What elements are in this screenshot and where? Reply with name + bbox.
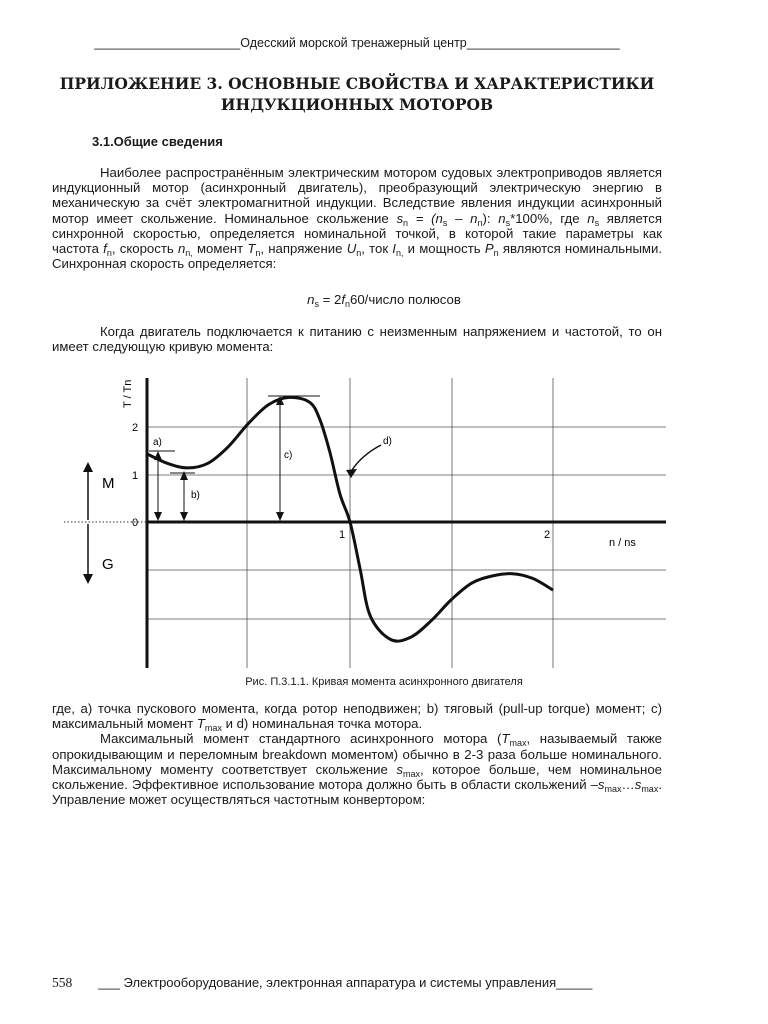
figure-caption: Рис. П.3.1.1. Кривая момента асинхронного двигателя: [245, 676, 523, 688]
title-line-2: ИНДУКЦИОННЫХ МОТОРОВ: [220, 95, 494, 114]
motor-arrowhead: [83, 462, 93, 472]
annot-a-label: a): [153, 437, 162, 448]
y-tick-1: 1: [132, 470, 139, 482]
section-heading: 3.1.Общие сведения: [92, 134, 223, 149]
annot-d-leader: [352, 445, 381, 470]
legend-paragraph: где, а) точка пускового момента, когда ротор неподвижен; b) тяговый (pull-up torque) момент; с) максимальный момент $T_{max}$ и d) номинальная точка мотора. Максимальный момент стандартного асинхронного мотора ($T_{max}$, называемый также опрокидывающим и переломным breakdown моментом) обычно в 2-3 раза больше номинального. Максимальному моменту соответствует скольжение $s_{max}$, которое больше, чем номинальное скольжение. Эффективное использование мотора должно быть в области скольжений $-s_{max}\dots s_{max}$. Управление может осуществляться частотным конвертором:: [52, 701, 662, 808]
torque-curve-chart: [0, 370, 768, 675]
appendix-title: [52, 73, 662, 115]
annot-c-label: c): [284, 450, 293, 461]
curve-intro-paragraph: Когда двигатель подключается к питанию с неизменным напряжением и частотой, то он имеет следующую кривую момента:: [52, 324, 662, 355]
x-tick-2: 2: [544, 529, 551, 541]
annot-b-label: b): [191, 490, 200, 501]
x-tick-1: 1: [339, 529, 346, 541]
label-G: G: [102, 556, 114, 573]
footer-title: ___ Электрооборудование, электронная аппаратура и системы управления_____: [98, 975, 593, 990]
intro-paragraph: Наиболее распространённым электрическим мотором судовых электроприводов является индукционный мотор (асинхронный двигатель), преобразующий электрическую энергию в механическую за счёт электромагнитной индукции. Вследствие явления индукции асинхронный мотор имеет скольжение. Номинальное скольжение $s_n = (n_s - n_n)$: $n_s*100\%$, где $n_s$ является синхронной скоростью, определяется номинальной точкой, в которой такие параметры как частота $f_n$, скорость $n_{n,}$ момент $T_n$, напряжение $U_n$, ток $I_{n,}$ и мощность $P_n$ являются номинальными. Синхронная скорость определяется:: [52, 165, 663, 272]
y-tick-0: 0: [132, 517, 139, 529]
generator-arrowhead: [83, 574, 93, 584]
label-M: M: [102, 475, 115, 492]
page-number: 558: [52, 975, 73, 990]
x-axis-label: n / ns: [609, 537, 636, 549]
page-footer: [52, 975, 662, 991]
y-axis-label: T / Tn: [122, 379, 134, 408]
page-header: _____________________Одесский морской тренажерный центр______________________: [94, 36, 620, 50]
annot-d-label: d): [383, 436, 392, 447]
sync-speed-formula: $n_s$ = $2f_n60$/число полюсов: [307, 292, 461, 309]
title-line-1: ПРИЛОЖЕНИЕ 3. ОСНОВНЫЕ СВОЙСТВА И ХАРАКТЕРИСТИКИ: [59, 74, 655, 93]
y-tick-2: 2: [132, 422, 139, 434]
